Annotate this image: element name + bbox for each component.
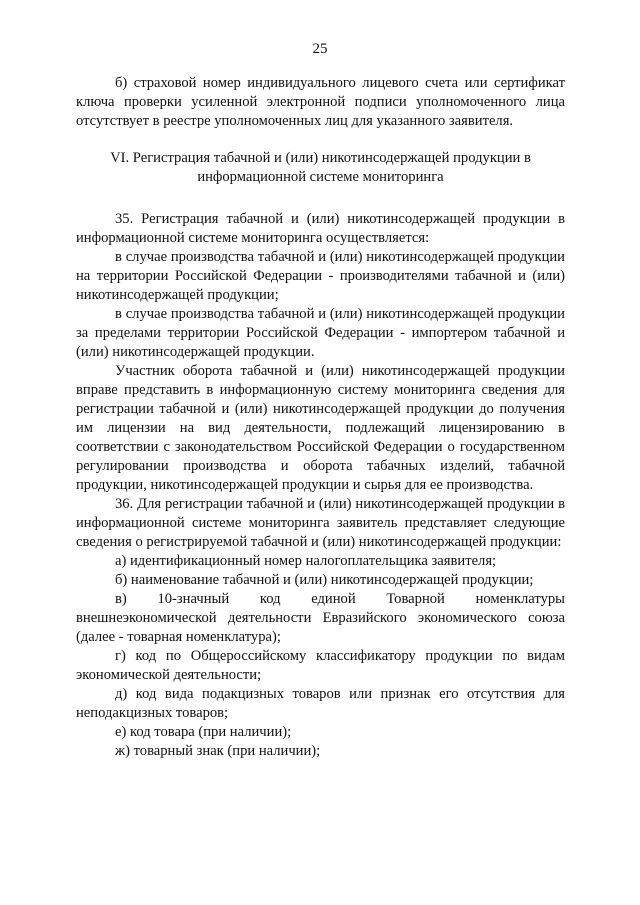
paragraph-35-participant: Участник оборота табачной и (или) никотинсодержащей продукции вправе представить в информационную систему мониторинга сведения для регистрации табачной и (или) никотинсодержащей продукции до получения им лицензии на вид деятельности, подлежащий лицензированию в соответствии с законодательством Российской Федерации о государственном регулировании производства и оборота табачных изделий, табачной продукции, никотинсодержащей продукции и сырья для ее производства. <box>76 363 565 493</box>
paragraph-36-d: д) код вида подакцизных товаров или признак его отсутствия для неподакцизных товаров; <box>76 686 565 721</box>
paragraph-36-v: в) 10-значный код единой Товарной номенклатуры внешнеэкономической деятельности Евразийского экономического союза (далее - товарная номенклатура); <box>76 591 565 645</box>
paragraph-35-import: в случае производства табачной и (или) никотинсодержащей продукции за пределами территории Российской Федерации - импортером табачной и (или) никотинсодержащей продукции. <box>76 306 565 360</box>
paragraph-36-zh: ж) товарный знак (при наличии); <box>115 743 321 759</box>
paragraph-36: 36. Для регистрации табачной и (или) никотинсодержащей продукции в информационной системе мониторинга заявитель представляет следующие сведения о регистрируемой табачной и (или) никотинсодержащей продукции: <box>76 496 565 550</box>
paragraph-36-e: е) код товара (при наличии); <box>115 724 292 740</box>
paragraph-36-g: г) код по Общероссийскому классификатору продукции по видам экономической деятельности; <box>76 648 565 683</box>
paragraph-36-a: а) идентификационный номер налогоплательщика заявителя; <box>115 553 497 569</box>
section-title: VI. Регистрация табачной и (или) никотинсодержащей продукции в информационной системе мониторинга <box>110 150 531 185</box>
paragraph-35-domestic: в случае производства табачной и (или) никотинсодержащей продукции на территории Российской Федерации - производителями табачной и (или) никотинсодержащей продукции; <box>76 249 565 303</box>
paragraph-35: 35. Регистрация табачной и (или) никотинсодержащей продукции в информационной системе мониторинга осуществляется: <box>76 211 565 246</box>
paragraph-36-b: б) наименование табачной и (или) никотинсодержащей продукции; <box>115 572 534 588</box>
document-body <box>76 74 565 761</box>
paragraph-b-snils: б) страховой номер индивидуального лицевого счета или сертификат ключа проверки усиленной электронной подписи уполномоченного лица отсутствует в реестре уполномоченных лиц для указанного заявителя. <box>76 75 565 129</box>
page-number: 25 <box>312 41 328 57</box>
